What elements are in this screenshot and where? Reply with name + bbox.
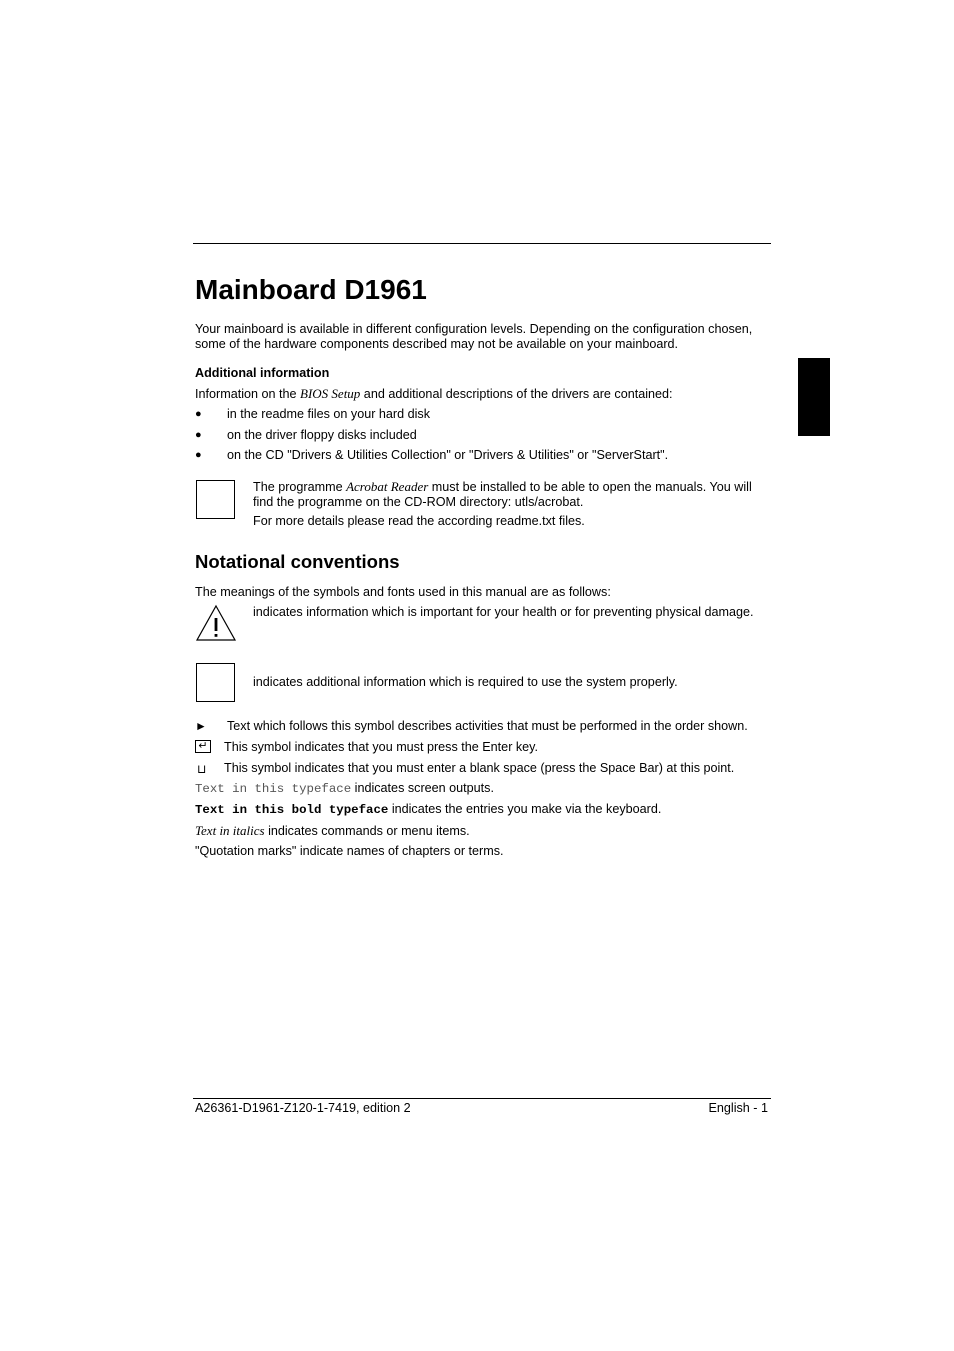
bullet-icon: ●	[195, 449, 202, 461]
conventions-intro: The meanings of the symbols and fonts used in this manual are as follows:	[195, 585, 611, 599]
section-heading-conventions: Notational conventions	[195, 551, 400, 572]
enter-description: This symbol indicates that you must press the Enter key.	[224, 740, 539, 754]
space-description: This symbol indicates that you must enter a blank space (press the Space Bar) at this point.	[224, 761, 735, 775]
bios-setup-term: BIOS Setup	[300, 386, 361, 401]
chapter-tab-marker	[798, 358, 830, 436]
screen-output-sample: Text in this typeface	[195, 782, 352, 796]
list-item: in the readme files on your hard disk	[227, 407, 431, 421]
acrobat-reader-term: Acrobat Reader	[346, 479, 429, 494]
keyboard-entry-sample: Text in this bold typeface	[195, 803, 389, 817]
bullet-icon: ●	[195, 408, 202, 420]
info-box-icon	[196, 663, 235, 702]
additional-info-lead: Information on the BIOS Setup and additional descriptions of the drivers are contained:	[195, 386, 673, 401]
list-item: on the CD "Drivers & Utilities Collection" or "Drivers & Utilities" or "ServerStart".	[227, 448, 669, 462]
info-box-icon	[196, 480, 235, 519]
arrow-description: Text which follows this symbol describes activities that must be performed in the order shown.	[227, 719, 748, 733]
arrow-right-icon: ►	[195, 719, 207, 733]
italic-sample: Text in italics	[195, 823, 265, 838]
info-description: indicates additional information which is required to use the system properly.	[253, 675, 678, 689]
keyboard-entry-line: Text in this bold typeface indicates the entries you make via the keyboard.	[195, 802, 662, 817]
note-text: The programme Acrobat Reader must be installed to be able to open the manuals. You will find the programme on the CD-ROM directory: utls/acrobat.	[253, 479, 752, 509]
footer-document-id: A26361-D1961-Z120-1-7419, edition 2	[195, 1101, 411, 1115]
additional-info-heading: Additional information	[195, 366, 330, 380]
list-item: on the driver floppy disks included	[227, 428, 417, 442]
italic-line: Text in italics indicates commands or menu items.	[195, 823, 470, 838]
footer-page-number: English - 1	[708, 1101, 768, 1115]
quotation-line: "Quotation marks" indicate names of chapters or terms.	[195, 844, 504, 858]
warning-description: indicates information which is important for your health or for preventing physical damage.	[253, 605, 754, 619]
screen-output-line: Text in this typeface indicates screen outputs.	[195, 781, 494, 796]
warning-triangle-icon	[195, 604, 237, 642]
enter-key-icon: ↵	[195, 740, 211, 753]
footer-rule	[193, 1098, 771, 1099]
bullet-icon: ●	[195, 429, 202, 441]
header-rule	[193, 243, 771, 244]
space-bar-icon: ⊔	[197, 762, 207, 776]
intro-paragraph: Your mainboard is available in different configuration levels. Depending on the configuration chosen, some of the hardware components described may not be available on your mainboard.	[195, 322, 753, 351]
note-readme-text: For more details please read the according readme.txt files.	[253, 514, 585, 528]
page-title: Mainboard D1961	[195, 274, 427, 305]
